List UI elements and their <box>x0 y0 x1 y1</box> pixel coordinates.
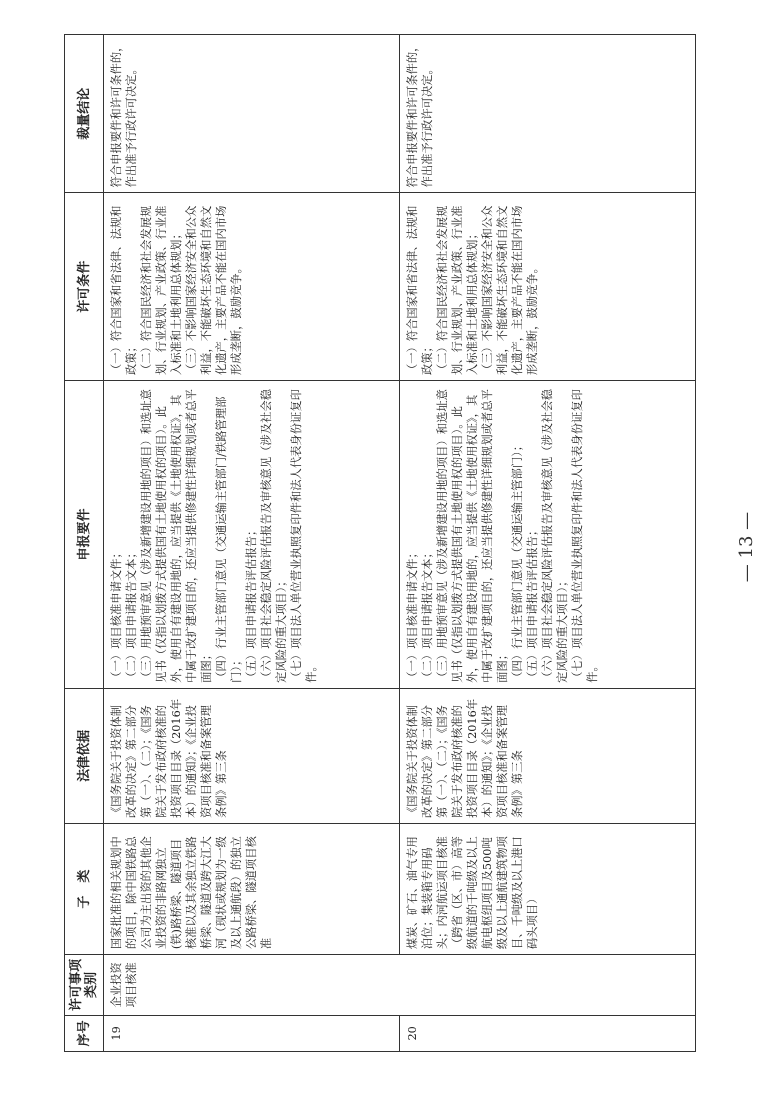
condition-item: （三）不影响国家经济安全和公众利益，不能破坏生态环境和自然文化遗产，主要产品不能在国内市场形成垄断，鼓励竞争。 <box>185 205 243 376</box>
requirement-item: （四）行业主管部门意见（交通运输主管部门）； <box>511 439 524 683</box>
requirements-cell <box>104 381 400 689</box>
table-row <box>104 35 400 1052</box>
requirement-item: （三）用地预审意见（涉及新增建设用地的项目）和选址意见书（仅指以划拨方式提供国有土地使用权的项目）。此外，使用自有建设用地的，应当提供《土地使用权证》，其中属于改扩建项目的，还应当提供修建性详细规划或者总平面图； <box>436 389 509 683</box>
header-subcategory: 子 类 <box>65 824 104 955</box>
requirement-item: （二）项目申请报告文本； <box>125 547 138 683</box>
subcategory-cell: 国家批准的相关规划中的项目，除中国铁路总公司为主出资的其他企业投资的非路网独立(铁)路桥梁、隧道项目核准以及其余独立铁路桥梁、隧道及跨大江大河（现状或规划为一级及以上通航段）的独立公路桥梁、隧道项目核准 <box>104 824 400 955</box>
conclusion-cell: 符合申报要件和许可条件的，作出准予行政许可决定。 <box>104 35 400 193</box>
condition-item: （一）符合国家和省法律、法规和政策； <box>406 205 434 376</box>
requirement-item: （二）项目申请报告文本； <box>421 547 434 683</box>
row-number: 20 <box>400 1015 696 1051</box>
condition-item: （一）符合国家和省法律、法规和政策； <box>110 205 138 376</box>
requirement-item: （一）项目核准申请文件； <box>110 547 123 683</box>
condition-item: （二）符合国民经济和社会发展规划、行业规划、产业政策、行业准入标准和土地利用总体规划； <box>436 205 479 376</box>
table-row <box>400 35 696 1052</box>
header-conditions: 许可条件 <box>65 193 104 381</box>
permits-table <box>64 34 696 1052</box>
legal-basis-cell: 《国务院关于投资体制改革的决定》第二部分第（一）、（二）；《国务院关于发布政府核准的投资项目目录（2016年本）的通知》；《企业投资项目核准和备案管理条例》第三条 <box>400 688 696 823</box>
header-legal-basis: 法律依据 <box>65 688 104 823</box>
row-number: 19 <box>104 1015 400 1051</box>
category-cell: 企业投资项目核准 <box>104 955 696 1016</box>
conditions-cell <box>400 193 696 381</box>
conclusion-cell: 符合申报要件和许可条件的，作出准予行政许可决定。 <box>400 35 696 193</box>
requirement-item: （四）行业主管部门意见（交通运输主管部门/铁路管理部门）； <box>215 396 243 683</box>
conditions-cell <box>104 193 400 381</box>
page-number: — 13 — <box>736 511 757 583</box>
header-category: 许可事项类别 <box>65 955 104 1016</box>
header-conclusion: 裁量结论 <box>65 35 104 193</box>
requirement-item: （七）项目法人单位营业执照复印件和法人代表身份证复印件。 <box>571 389 599 683</box>
condition-item: （三）不影响国家经济安全和公众利益，不能破坏生态环境和自然文化遗产，主要产品不能在国内市场形成垄断，鼓励竞争。 <box>481 205 539 376</box>
condition-item: （二）符合国民经济和社会发展规划、行业规划、产业政策、行业准入标准和土地利用总体规划； <box>140 205 183 376</box>
header-no: 序号 <box>65 1015 104 1051</box>
requirement-item: （三）用地预审意见（涉及新增建设用地的项目）和选址意见书（仅指以划拨方式提供国有土地使用权的项目）。此外，使用自有建设用地的，应当提供《土地使用权证》，其中属于改扩建项目的，还应当提供修建性详细规划或者总平面图； <box>140 389 213 683</box>
legal-basis-cell: 《国务院关于投资体制改革的决定》第二部分第（一）、（二）；《国务院关于发布政府核准的投资项目目录（2016年本）的通知》；《企业投资项目核准和备案管理条例》第三条 <box>104 688 400 823</box>
requirement-item: （七）项目法人单位营业执照复印件和法人代表身份证复印件。 <box>290 389 318 683</box>
table-header-row <box>65 35 104 1052</box>
header-requirements: 申报要件 <box>65 381 104 689</box>
requirement-item: （五）项目申请报告评估报告； <box>245 524 258 683</box>
requirement-item: （一）项目核准申请文件； <box>406 547 419 683</box>
requirement-item: （六）项目社会稳定风险评估报告及审核意见（涉及社会稳定风险的重大项目）； <box>541 389 569 683</box>
requirement-item: （六）项目社会稳定风险评估报告及审核意见（涉及社会稳定风险的重大项目）； <box>260 389 288 683</box>
requirement-item: （五）项目申请报告评估报告； <box>526 524 539 683</box>
requirements-cell <box>400 381 696 689</box>
subcategory-cell: 煤炭、矿石、油气专用泊位；集装箱专用码头；内河航运项目核准（跨省（区、市）高等级航道的千吨级及以上航电枢纽项目及500吨级及以上通航建筑物项目、千吨级及以上港口码头项目） <box>400 824 696 955</box>
